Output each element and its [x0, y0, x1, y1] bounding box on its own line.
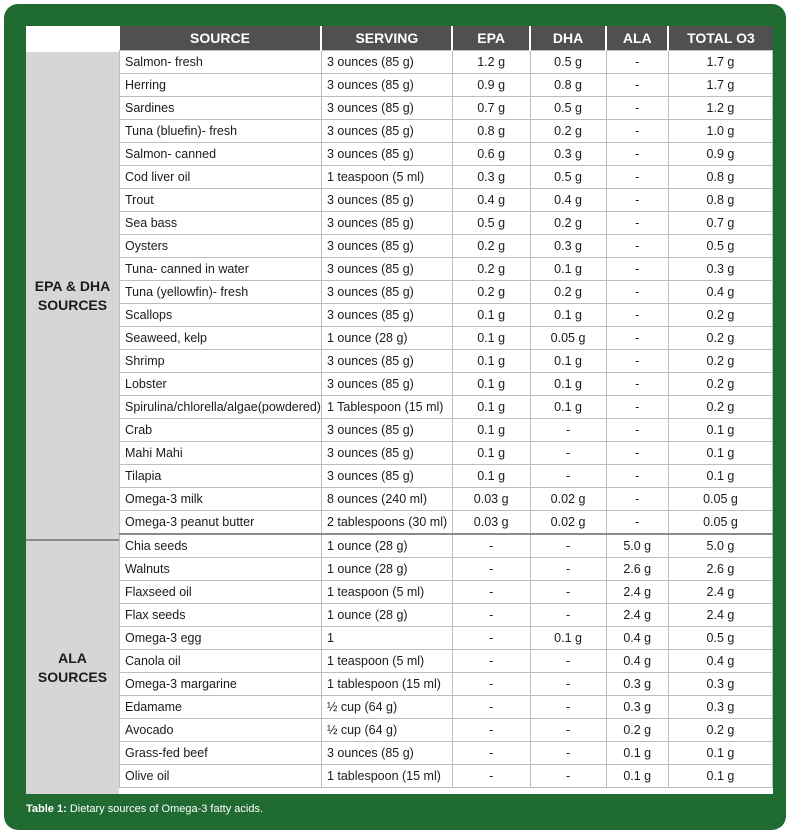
cell-source: Scallops	[120, 304, 322, 327]
cell-source: Salmon- fresh	[120, 51, 322, 74]
cell-dha: -	[530, 581, 606, 604]
cell-total: 0.3 g	[668, 673, 772, 696]
table-row	[120, 696, 773, 719]
cell-ala: 0.1 g	[606, 742, 668, 765]
cell-ala: -	[606, 419, 668, 442]
cell-dha: -	[530, 442, 606, 465]
cell-epa: 0.03 g	[452, 511, 530, 535]
cell-serving: 1	[321, 627, 452, 650]
cell-serving: 1 tablespoon (15 ml)	[321, 765, 452, 788]
table-row	[120, 511, 773, 535]
cell-total: 0.9 g	[668, 143, 772, 166]
cell-serving: 3 ounces (85 g)	[321, 97, 452, 120]
table-row	[120, 419, 773, 442]
cell-total: 0.4 g	[668, 650, 772, 673]
table-row	[120, 465, 773, 488]
cell-source: Edamame	[120, 696, 322, 719]
cell-epa: 0.2 g	[452, 258, 530, 281]
group-label-epa-dha	[26, 52, 119, 541]
table-row	[120, 373, 773, 396]
header-epa: EPA	[452, 26, 530, 51]
cell-dha: -	[530, 465, 606, 488]
cell-serving: ½ cup (64 g)	[321, 719, 452, 742]
cell-serving: 3 ounces (85 g)	[321, 373, 452, 396]
cell-ala: 0.3 g	[606, 673, 668, 696]
table-row	[120, 604, 773, 627]
cell-source: Salmon- canned	[120, 143, 322, 166]
cell-ala: -	[606, 442, 668, 465]
cell-ala: -	[606, 304, 668, 327]
cell-total: 0.1 g	[668, 742, 772, 765]
cell-serving: 3 ounces (85 g)	[321, 74, 452, 97]
table-row	[120, 442, 773, 465]
table-row	[120, 581, 773, 604]
cell-ala: -	[606, 488, 668, 511]
cell-serving: 3 ounces (85 g)	[321, 51, 452, 74]
table-frame	[4, 4, 786, 830]
cell-serving: 3 ounces (85 g)	[321, 281, 452, 304]
cell-ala: -	[606, 235, 668, 258]
header-source: SOURCE	[120, 26, 322, 51]
cell-source: Spirulina/chlorella/algae(powdered)	[120, 396, 322, 419]
cell-total: 1.7 g	[668, 51, 772, 74]
cell-serving: 3 ounces (85 g)	[321, 742, 452, 765]
caption-label: Table 1:	[26, 803, 67, 815]
cell-epa: 0.5 g	[452, 212, 530, 235]
cell-epa: -	[452, 673, 530, 696]
table-row	[120, 534, 773, 558]
cell-serving: 3 ounces (85 g)	[321, 258, 452, 281]
cell-source: Walnuts	[120, 558, 322, 581]
cell-ala: -	[606, 97, 668, 120]
cell-epa: -	[452, 742, 530, 765]
cell-epa: 0.4 g	[452, 189, 530, 212]
cell-ala: -	[606, 350, 668, 373]
cell-epa: 0.7 g	[452, 97, 530, 120]
cell-source: Mahi Mahi	[120, 442, 322, 465]
cell-epa: 0.1 g	[452, 327, 530, 350]
cell-total: 0.3 g	[668, 696, 772, 719]
header-serving: SERVING	[321, 26, 452, 51]
cell-total: 0.2 g	[668, 719, 772, 742]
cell-total: 0.8 g	[668, 166, 772, 189]
cell-total: 0.05 g	[668, 511, 772, 535]
cell-epa: 0.03 g	[452, 488, 530, 511]
cell-source: Crab	[120, 419, 322, 442]
cell-ala: 5.0 g	[606, 534, 668, 558]
cell-serving: 1 ounce (28 g)	[321, 604, 452, 627]
cell-serving: 1 Tablespoon (15 ml)	[321, 396, 452, 419]
cell-epa: 0.1 g	[452, 465, 530, 488]
cell-epa: 0.2 g	[452, 235, 530, 258]
cell-epa: 0.3 g	[452, 166, 530, 189]
cell-dha: 0.1 g	[530, 627, 606, 650]
cell-total: 1.7 g	[668, 74, 772, 97]
cell-epa: -	[452, 719, 530, 742]
group-label-ala	[26, 541, 119, 794]
cell-serving: 3 ounces (85 g)	[321, 212, 452, 235]
cell-dha: -	[530, 765, 606, 788]
cell-source: Omega-3 milk	[120, 488, 322, 511]
cell-dha: 0.2 g	[530, 212, 606, 235]
cell-serving: 3 ounces (85 g)	[321, 350, 452, 373]
cell-serving: 1 teaspoon (5 ml)	[321, 650, 452, 673]
cell-dha: -	[530, 742, 606, 765]
table-row	[120, 396, 773, 419]
cell-source: Tuna (yellowfin)- fresh	[120, 281, 322, 304]
cell-dha: -	[530, 673, 606, 696]
cell-total: 0.1 g	[668, 442, 772, 465]
cell-total: 1.2 g	[668, 97, 772, 120]
cell-epa: -	[452, 765, 530, 788]
cell-ala: 2.4 g	[606, 604, 668, 627]
cell-ala: -	[606, 120, 668, 143]
header-ala: ALA	[606, 26, 668, 51]
cell-epa: 0.1 g	[452, 442, 530, 465]
cell-source: Canola oil	[120, 650, 322, 673]
cell-total: 0.1 g	[668, 765, 772, 788]
table-row	[120, 742, 773, 765]
cell-total: 2.4 g	[668, 604, 772, 627]
cell-ala: -	[606, 373, 668, 396]
cell-dha: 0.1 g	[530, 373, 606, 396]
table-row	[120, 258, 773, 281]
cell-ala: -	[606, 258, 668, 281]
cell-ala: -	[606, 189, 668, 212]
cell-total: 0.1 g	[668, 465, 772, 488]
cell-total: 0.3 g	[668, 258, 772, 281]
cell-source: Chia seeds	[120, 534, 322, 558]
table-row	[120, 212, 773, 235]
table-row	[120, 765, 773, 788]
cell-ala: -	[606, 143, 668, 166]
cell-epa: 0.6 g	[452, 143, 530, 166]
cell-total: 0.5 g	[668, 235, 772, 258]
cell-dha: -	[530, 696, 606, 719]
cell-total: 5.0 g	[668, 534, 772, 558]
cell-source: Tilapia	[120, 465, 322, 488]
cell-serving: 3 ounces (85 g)	[321, 235, 452, 258]
cell-source: Shrimp	[120, 350, 322, 373]
cell-total: 0.7 g	[668, 212, 772, 235]
cell-total: 0.4 g	[668, 281, 772, 304]
cell-serving: 1 teaspoon (5 ml)	[321, 581, 452, 604]
cell-source: Tuna- canned in water	[120, 258, 322, 281]
cell-source: Avocado	[120, 719, 322, 742]
table-row	[120, 189, 773, 212]
cell-dha: 0.3 g	[530, 235, 606, 258]
cell-dha: -	[530, 419, 606, 442]
cell-total: 0.1 g	[668, 419, 772, 442]
cell-dha: 0.5 g	[530, 51, 606, 74]
cell-serving: ½ cup (64 g)	[321, 696, 452, 719]
table-row	[120, 327, 773, 350]
cell-source: Omega-3 margarine	[120, 673, 322, 696]
cell-ala: -	[606, 51, 668, 74]
cell-dha: -	[530, 558, 606, 581]
cell-total: 0.2 g	[668, 304, 772, 327]
table-body	[120, 51, 773, 788]
cell-dha: 0.4 g	[530, 189, 606, 212]
cell-ala: -	[606, 281, 668, 304]
table-row	[120, 488, 773, 511]
cell-ala: -	[606, 511, 668, 535]
cell-epa: -	[452, 696, 530, 719]
caption-text: Dietary sources of Omega-3 fatty acids.	[66, 803, 264, 815]
cell-source: Trout	[120, 189, 322, 212]
cell-source: Cod liver oil	[120, 166, 322, 189]
cell-epa: 0.8 g	[452, 120, 530, 143]
cell-dha: 0.02 g	[530, 511, 606, 535]
cell-serving: 3 ounces (85 g)	[321, 143, 452, 166]
cell-serving: 2 tablespoons (30 ml)	[321, 511, 452, 535]
cell-epa: -	[452, 650, 530, 673]
cell-dha: 0.8 g	[530, 74, 606, 97]
cell-serving: 1 tablespoon (15 ml)	[321, 673, 452, 696]
table-row	[120, 558, 773, 581]
cell-total: 0.2 g	[668, 327, 772, 350]
table-caption	[26, 803, 263, 815]
cell-source: Grass-fed beef	[120, 742, 322, 765]
table-row	[120, 627, 773, 650]
table-row	[120, 166, 773, 189]
cell-serving: 3 ounces (85 g)	[321, 442, 452, 465]
cell-source: Herring	[120, 74, 322, 97]
table-row	[120, 304, 773, 327]
table-row	[120, 143, 773, 166]
cell-serving: 8 ounces (240 ml)	[321, 488, 452, 511]
table-row	[120, 74, 773, 97]
cell-total: 0.2 g	[668, 350, 772, 373]
cell-epa: 0.1 g	[452, 373, 530, 396]
cell-epa: 0.2 g	[452, 281, 530, 304]
cell-ala: 0.3 g	[606, 696, 668, 719]
table-row	[120, 235, 773, 258]
cell-ala: 0.4 g	[606, 627, 668, 650]
cell-dha: 0.5 g	[530, 166, 606, 189]
cell-ala: -	[606, 396, 668, 419]
cell-source: Omega-3 peanut butter	[120, 511, 322, 535]
cell-dha: -	[530, 719, 606, 742]
header-total-o3: TOTAL O3	[668, 26, 772, 51]
cell-ala: -	[606, 212, 668, 235]
cell-epa: 0.9 g	[452, 74, 530, 97]
cell-total: 2.4 g	[668, 581, 772, 604]
cell-ala: 2.4 g	[606, 581, 668, 604]
table-row	[120, 120, 773, 143]
table-row	[120, 719, 773, 742]
cell-ala: -	[606, 74, 668, 97]
cell-total: 0.2 g	[668, 373, 772, 396]
cell-source: Oysters	[120, 235, 322, 258]
table-row	[120, 673, 773, 696]
cell-source: Flax seeds	[120, 604, 322, 627]
cell-dha: -	[530, 650, 606, 673]
table-row	[120, 650, 773, 673]
cell-dha: 0.1 g	[530, 304, 606, 327]
cell-epa: 0.1 g	[452, 350, 530, 373]
cell-dha: 0.2 g	[530, 281, 606, 304]
cell-dha: -	[530, 534, 606, 558]
cell-source: Omega-3 egg	[120, 627, 322, 650]
cell-dha: 0.02 g	[530, 488, 606, 511]
cell-epa: -	[452, 627, 530, 650]
cell-total: 2.6 g	[668, 558, 772, 581]
table-panel	[26, 26, 773, 794]
cell-total: 0.8 g	[668, 189, 772, 212]
table-row	[120, 281, 773, 304]
table-row	[120, 97, 773, 120]
group-label-epa-dha-text: EPA & DHA SOURCES	[34, 277, 111, 313]
cell-serving: 1 teaspoon (5 ml)	[321, 166, 452, 189]
cell-serving: 1 ounce (28 g)	[321, 327, 452, 350]
cell-source: Sardines	[120, 97, 322, 120]
cell-serving: 3 ounces (85 g)	[321, 120, 452, 143]
cell-ala: 0.1 g	[606, 765, 668, 788]
cell-ala: -	[606, 465, 668, 488]
cell-ala: 2.6 g	[606, 558, 668, 581]
cell-serving: 1 ounce (28 g)	[321, 558, 452, 581]
cell-total: 0.5 g	[668, 627, 772, 650]
group-label-ala-text: ALA SOURCES	[37, 649, 108, 685]
cell-ala: 0.4 g	[606, 650, 668, 673]
cell-source: Sea bass	[120, 212, 322, 235]
header-dha: DHA	[530, 26, 606, 51]
cell-serving: 3 ounces (85 g)	[321, 304, 452, 327]
cell-epa: 0.1 g	[452, 419, 530, 442]
cell-total: 0.2 g	[668, 396, 772, 419]
cell-epa: 0.1 g	[452, 396, 530, 419]
cell-epa: -	[452, 581, 530, 604]
cell-epa: -	[452, 604, 530, 627]
cell-dha: 0.3 g	[530, 143, 606, 166]
table-row	[120, 350, 773, 373]
cell-serving: 1 ounce (28 g)	[321, 534, 452, 558]
cell-dha: 0.2 g	[530, 120, 606, 143]
cell-dha: 0.1 g	[530, 258, 606, 281]
cell-dha: 0.05 g	[530, 327, 606, 350]
table-row	[120, 51, 773, 74]
cell-serving: 3 ounces (85 g)	[321, 465, 452, 488]
cell-ala: -	[606, 166, 668, 189]
cell-epa: -	[452, 558, 530, 581]
cell-total: 1.0 g	[668, 120, 772, 143]
cell-dha: 0.1 g	[530, 350, 606, 373]
cell-total: 0.05 g	[668, 488, 772, 511]
cell-source: Seaweed, kelp	[120, 327, 322, 350]
cell-dha: -	[530, 604, 606, 627]
table-header-row	[120, 26, 773, 51]
cell-epa: 1.2 g	[452, 51, 530, 74]
omega3-sources-table	[119, 26, 773, 788]
cell-dha: 0.5 g	[530, 97, 606, 120]
cell-epa: 0.1 g	[452, 304, 530, 327]
cell-source: Olive oil	[120, 765, 322, 788]
cell-dha: 0.1 g	[530, 396, 606, 419]
cell-ala: 0.2 g	[606, 719, 668, 742]
cell-source: Flaxseed oil	[120, 581, 322, 604]
cell-source: Tuna (bluefin)- fresh	[120, 120, 322, 143]
cell-source: Lobster	[120, 373, 322, 396]
cell-serving: 3 ounces (85 g)	[321, 419, 452, 442]
cell-ala: -	[606, 327, 668, 350]
cell-serving: 3 ounces (85 g)	[321, 189, 452, 212]
cell-epa: -	[452, 534, 530, 558]
